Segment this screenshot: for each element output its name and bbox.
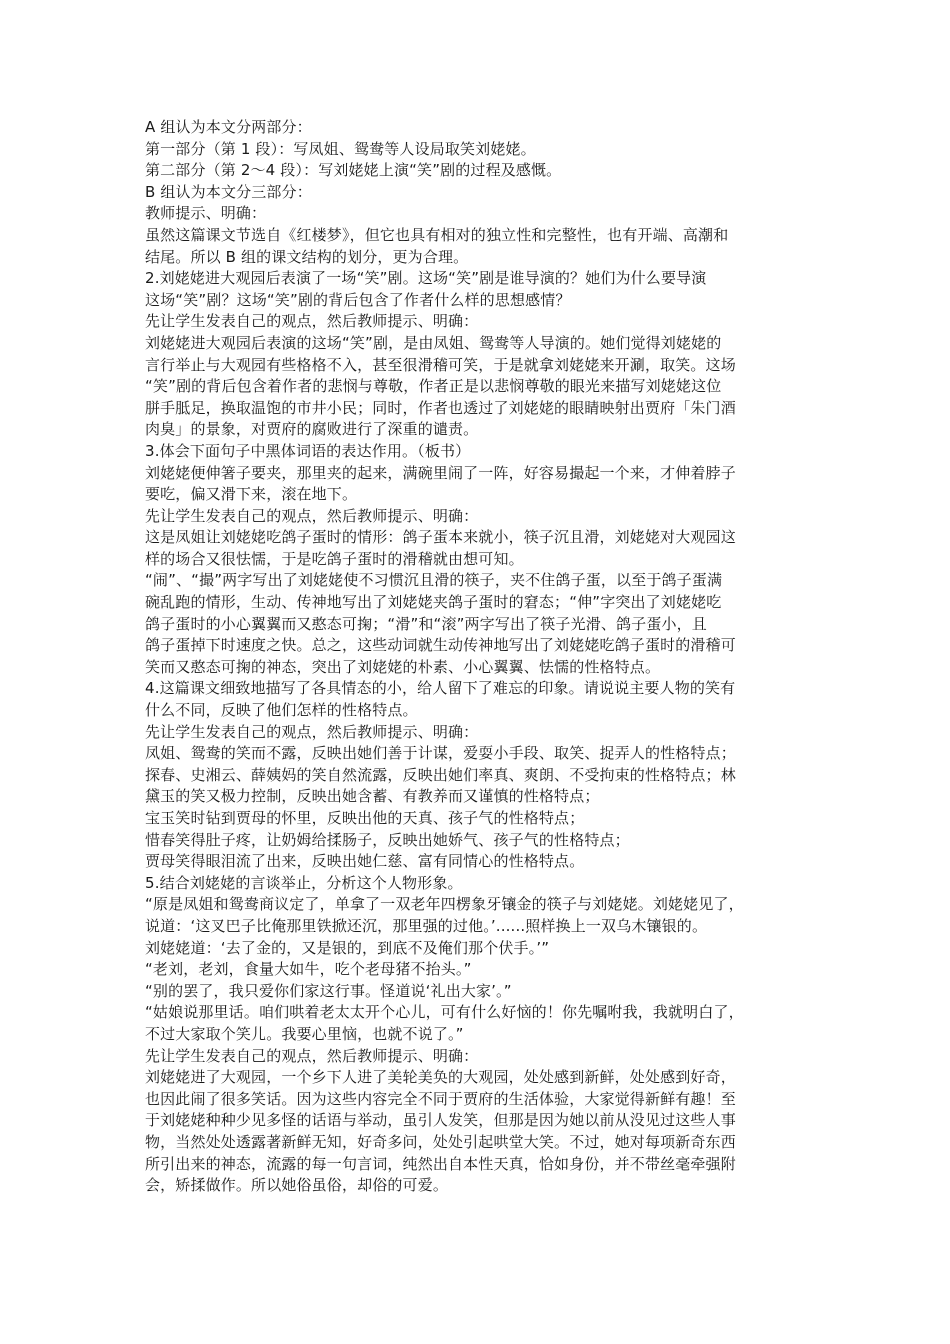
text-line: B 组认为本文分三部分： xyxy=(145,182,312,201)
text-line: 言行举止与大观园有些格格不入，甚至很滑稽可笑，于是就拿刘姥姥来开涮，取笑。这场 xyxy=(145,355,736,374)
text-line: 什么不同，反映了他们怎样的性格特点。 xyxy=(145,701,418,720)
text-line: 物，当然处处透露著新鲜无知，好奇多问，处处引起哄堂大笑。不过，她对每项新奇东西 xyxy=(145,1132,736,1151)
text-line: 3.体会下面句子中黑体词语的表达作用。（板书） xyxy=(145,441,471,460)
text-line: 结尾。所以 B 组的课文结构的划分，更为合理。 xyxy=(145,247,469,266)
text-line: 贾母笑得眼泪流了出来，反映出她仁慈、富有同情心的性格特点。 xyxy=(145,852,585,871)
text-line: 鸽子蛋掉下时速度之快。总之，这些动词就生动传神地写出了刘姥姥吃鸽子蛋时的滑稽可 xyxy=(145,636,736,655)
text-line: 刘姥姥进了大观园，一个乡下人进了美轮美奂的大观园，处处感到新鲜，处处感到好奇， xyxy=(145,1068,736,1087)
text-line: 第二部分（第 2～4 段）：写刘姥姥上演“笑”剧的过程及感慨。 xyxy=(145,161,562,180)
text-line: 先让学生发表自己的观点，然后教师提示、明确： xyxy=(145,722,479,741)
text-line: 虽然这篇课文节选自《红楼梦》，但它也具有相对的独立性和完整性，也有开端、高潮和 xyxy=(145,225,729,244)
text-line: 鸽子蛋时的小心翼翼而又憨态可掬；“滑”和“滚”两字写出了筷子光滑、鸽子蛋小，且 xyxy=(145,614,707,633)
text-line: “笑”剧的背后包含着作者的悲悯与尊敬，作者正是以悲悯尊敬的眼光来描写刘姥姥这位 xyxy=(145,377,722,396)
text-line: 笑而又憨态可掬的神态，突出了刘姥姥的朴素、小心翼翼、怯懦的性格特点。 xyxy=(145,657,661,676)
text-line: 碗乱跑的情形，生动、传神地写出了刘姥姥夹鸽子蛋时的窘态；“伸”字突出了刘姥姥吃 xyxy=(145,593,722,612)
text-line: 胼手胝足，换取温饱的市井小民；同时，作者也透过了刘姥姥的眼睛映射出贾府「朱门酒 xyxy=(145,398,736,417)
text-line: 不过大家取个笑儿。我要心里恼，也就不说了。” xyxy=(145,1024,464,1043)
text-line: 这场“笑”剧？这场“笑”剧的背后包含了作者什么样的思想感情？ xyxy=(145,290,571,309)
text-line: 刘姥姥便伸箸子要夹，那里夹的起来，满碗里闹了一阵，好容易撮起一个来，才伸着脖子 xyxy=(145,463,736,482)
text-line: 也因此闹了很多笑话。因为这些内容完全不同于贾府的生活体验，大家觉得新鲜有趣！至 xyxy=(145,1089,736,1108)
text-line: A 组认为本文分两部分： xyxy=(145,118,312,136)
text-line: 会，矫揉做作。所以她俗虽俗，却俗的可爱。 xyxy=(145,1176,449,1195)
text-line: 2.刘姥姥进大观园后表演了一场“笑”剧。这场“笑”剧是谁导演的？她们为什么要导演 xyxy=(145,269,707,288)
text-line: 刘姥姥进大观园后表演的这场“笑”剧，是由凤姐、鸳鸯等人导演的。她们觉得刘姥姥的 xyxy=(145,333,722,352)
text-line: “老刘，老刘，食量大如牛，吃个老母猪不抬头。” xyxy=(145,960,472,979)
text-line: 探春、史湘云、薛姨妈的笑自然流露，反映出她们率真、爽朗、不受拘束的性格特点；林 xyxy=(145,765,736,784)
text-line: “姑娘说那里话。咱们哄着老太太开个心儿，可有什么好恼的！你先嘱咐我，我就明白了， xyxy=(145,1003,744,1022)
text-line: 于刘姥姥种种少见多怪的话语与举动，虽引人发笑，但那是因为她以前从没见过这些人事 xyxy=(145,1111,736,1130)
text-line: 5.结合刘姥姥的言谈举止，分析这个人物形象。 xyxy=(145,873,463,892)
text-line: “别的罢了，我只爱你们家这行事。怪道说‘礼出大家’。” xyxy=(145,981,512,1000)
text-line: 4.这篇课文细致地描写了各具情态的小，给人留下了难忘的印象。请说说主要人物的笑有 xyxy=(145,679,736,698)
text-line: “原是凤姐和鸳鸯商议定了，单拿了一双老年四楞象牙镶金的筷子与刘姥姥。刘姥姥见了， xyxy=(145,895,744,914)
text-line: 凤姐、鸳鸯的笑而不露，反映出她们善于计谋，爱耍小手段、取笑、捉弄人的性格特点； xyxy=(145,744,736,763)
document-body xyxy=(145,117,805,1197)
text-line: 第一部分（第 1 段）：写凤姐、鸳鸯等人设局取笑刘姥姥。 xyxy=(145,139,536,158)
text-line: 说道：‘这叉巴子比俺那里铁掀还沉，那里强的过他。’......照样换上一双乌木镶银的。 xyxy=(145,916,708,935)
text-line: 所引出来的神态，流露的每一句言词，纯然出自本性天真，恰如身份，并不带丝毫牵强附 xyxy=(145,1154,736,1173)
text-line: 惜春笑得肚子疼，让奶姆给揉肠子，反映出她娇气、孩子气的性格特点； xyxy=(145,830,630,849)
text-line: 肉臭」的景象，对贾府的腐败进行了深重的谴责。 xyxy=(145,420,479,439)
text-line: 黛玉的笑又极力控制，反映出她含蓄、有教养而又谨慎的性格特点； xyxy=(145,787,600,806)
text-line: 要吃，偏又滑下来，滚在地下。 xyxy=(145,485,358,504)
text-line: 宝玉笑时钻到贾母的怀里，反映出他的天真、孩子气的性格特点； xyxy=(145,809,585,827)
text-line: 先让学生发表自己的观点，然后教师提示、明确： xyxy=(145,1046,479,1065)
text-line: 先让学生发表自己的观点，然后教师提示、明确： xyxy=(145,312,479,331)
text-line: 先让学生发表自己的观点，然后教师提示、明确： xyxy=(145,506,479,525)
text-line: “闹”、“撮”两字写出了刘姥姥使不习惯沉且滑的筷子，夹不住鸽子蛋，以至于鸽子蛋满 xyxy=(145,571,723,590)
text-line: 这是凤姐让刘姥姥吃鸽子蛋时的情形：鸽子蛋本来就小，筷子沉且滑，刘姥姥对大观园这 xyxy=(145,528,736,547)
text-line: 教师提示、明确： xyxy=(145,204,267,223)
text-line: 样的场合又很怯懦，于是吃鸽子蛋时的滑稽就由想可知。 xyxy=(145,549,524,568)
text-line: 刘姥姥道：‘去了金的，又是银的，到底不及俺们那个伏手。’” xyxy=(145,938,550,957)
